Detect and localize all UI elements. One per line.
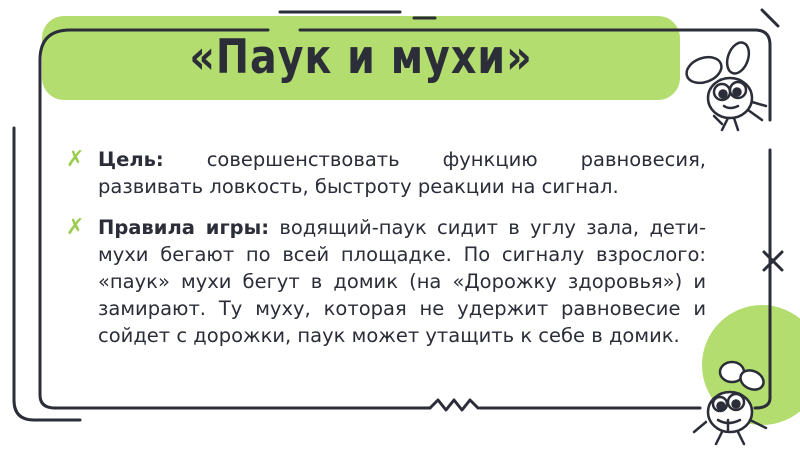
item-text [98,146,706,200]
item-label: Правила игры: [98,216,270,239]
item-body: совершенствовать функцию равновесия, развивать ловкость, быстроту реакции на сигнал. [98,148,706,198]
fly-icon [678,40,778,138]
item-body: водящий-паук сидит в углу зала, дети-мухи бегают по всей площадке. По сигналу взрослого: «паук» мухи бегут в домик (на «Дорожку здоровья») и замирают. Ту муху, которая не удержит равновесие и сойдет с дорожки, паук может утащить к себе в домик. [98,216,706,347]
item-text [98,214,706,349]
fly-icon [686,360,778,450]
list-item-rules [66,214,706,349]
x-marker-icon: ✗ [66,147,85,172]
content-list [66,146,706,363]
item-label: Цель: [98,148,164,171]
page-title: «Паук и мухи» [189,29,533,85]
list-item-goal [66,146,706,200]
x-marker-icon: ✗ [66,215,85,240]
